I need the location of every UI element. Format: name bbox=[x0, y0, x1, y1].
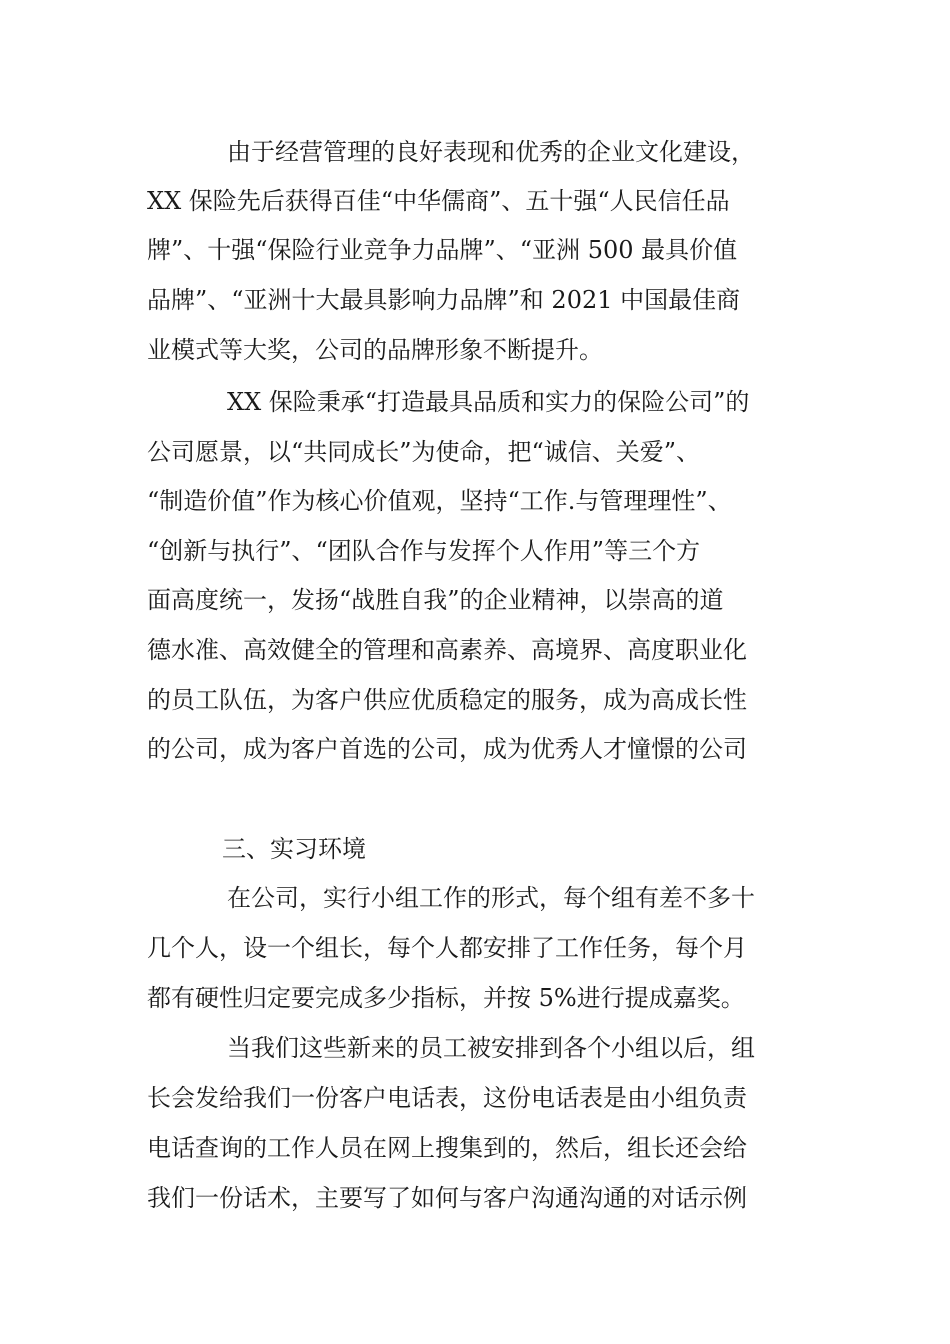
paragraph-1-line-3: 牌”、十强“保险行业竞争力品牌”、“亚洲 500 最具价值 bbox=[147, 236, 738, 264]
paragraph-2-line-8: 的公司，成为客户首选的公司，成为优秀人才憧憬的公司 bbox=[147, 735, 747, 763]
section-heading: 三、实习环境 bbox=[222, 835, 366, 863]
paragraph-1-line-2: XX 保险先后获得百佳“中华儒商”、五十强“人民信任品 bbox=[147, 187, 730, 215]
paragraph-2-line-4: “创新与执行”、“团队合作与发挥个人作用”等三个方 bbox=[147, 537, 701, 565]
paragraph-2-line-2: 公司愿景，以“共同成长”为使命，把“诚信、关爱”、 bbox=[147, 438, 701, 466]
paragraph-2-line-1: XX 保险秉承“打造最具品质和实力的保险公司”的 bbox=[227, 388, 750, 416]
paragraph-1-line-1: 由于经营管理的良好表现和优秀的企业文化建设， bbox=[227, 138, 755, 166]
paragraph-3-line-1: 在公司，实行小组工作的形式，每个组有差不多十 bbox=[227, 884, 755, 912]
paragraph-2-line-7: 的员工队伍，为客户供应优质稳定的服务，成为高成长性 bbox=[147, 686, 747, 714]
paragraph-2-line-5: 面高度统一，发扬“战胜自我”的企业精神，以崇高的道 bbox=[147, 586, 724, 614]
paragraph-4-line-2: 长会发给我们一份客户电话表，这份电话表是由小组负责 bbox=[147, 1084, 747, 1112]
paragraph-1-line-4: 品牌”、“亚洲十大最具影响力品牌”和 2021 中国最佳商 bbox=[147, 286, 741, 314]
paragraph-2-line-3: “制造价值”作为核心价值观，坚持“工作.与管理理性”、 bbox=[147, 487, 732, 515]
paragraph-3-line-2: 几个人，设一个组长，每个人都安排了工作任务，每个月 bbox=[147, 934, 747, 962]
paragraph-4-line-1: 当我们这些新来的员工被安排到各个小组以后，组 bbox=[227, 1034, 755, 1062]
paragraph-2-line-6: 德水准、高效健全的管理和高素养、高境界、高度职业化 bbox=[147, 636, 747, 664]
paragraph-3-line-3: 都有硬性归定要完成多少指标，并按 5%进行提成嘉奖。 bbox=[147, 984, 745, 1012]
paragraph-4-line-4: 我们一份话术，主要写了如何与客户沟通沟通的对话示例 bbox=[147, 1184, 747, 1212]
paragraph-1-line-5: 业模式等大奖，公司的品牌形象不断提升。 bbox=[147, 336, 603, 364]
paragraph-4-line-3: 电话查询的工作人员在网上搜集到的，然后，组长还会给 bbox=[147, 1134, 747, 1162]
